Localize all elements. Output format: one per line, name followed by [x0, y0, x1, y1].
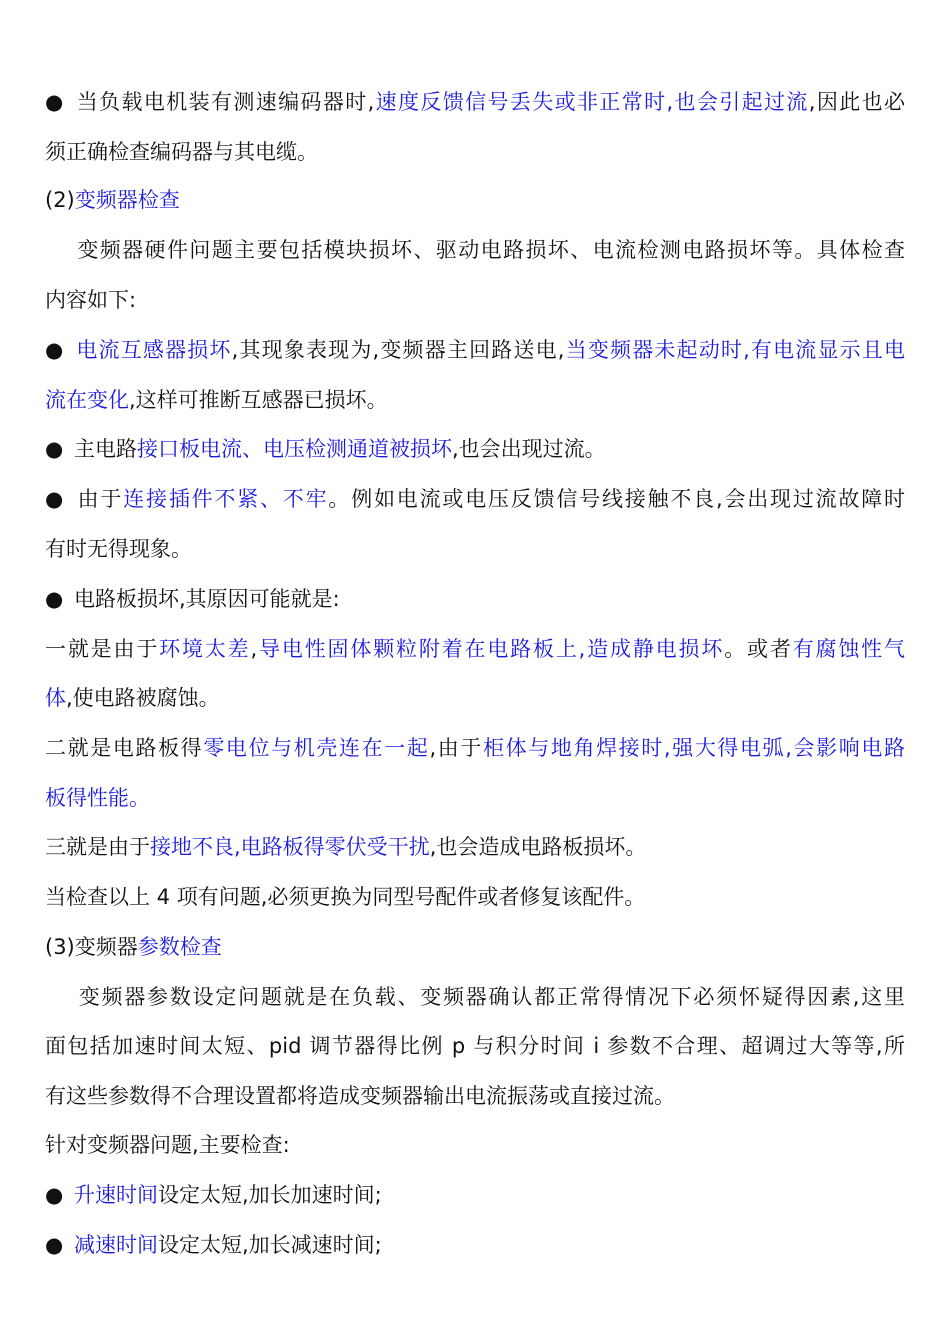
highlighted-text: 接地不良,电路板得零伏受干扰	[150, 835, 430, 859]
text-segment: 。或者	[724, 637, 793, 661]
bullet-icon: ●	[45, 1183, 70, 1207]
text-line-8	[45, 424, 905, 474]
text-line-16	[45, 822, 905, 872]
text-segment: 由于	[77, 487, 124, 511]
text-segment: ,由于	[429, 736, 483, 760]
bullet-icon: ●	[45, 1233, 70, 1257]
bullet-item-decel-time	[45, 1220, 905, 1270]
text-segment: 须正确检查编码器与其电缆。	[45, 140, 318, 164]
text-segment: 面包括加速时间太短、pid 调节器得比例 p 与积分时间 i 参数不合理、超调过大等等,所	[45, 1034, 905, 1058]
bullet-icon: ●	[45, 437, 70, 461]
text-segment: 变频器硬件问题主要包括模块损坏、驱动电路损坏、电流检测电路损坏等。具体检查	[45, 238, 905, 262]
text-segment: ,也会出现过流。	[452, 437, 606, 461]
text-segment: 主电路	[74, 437, 137, 461]
text-line-12	[45, 624, 905, 674]
text-line-6	[45, 325, 905, 375]
text-line-1	[45, 77, 905, 127]
text-segment: (3)变频器	[45, 935, 138, 959]
text-line-5	[45, 275, 905, 325]
text-line-15	[45, 773, 905, 823]
bullet-icon: ●	[45, 338, 73, 362]
text-segment: 有这些参数得不合理设置都将造成变频器输出电流振荡或直接过流。	[45, 1084, 675, 1108]
text-segment: 当检查以上 4 项有问题,必须更换为同型号配件或者修复该配件。	[45, 885, 646, 909]
text-segment: ,使电路被腐蚀。	[66, 686, 220, 710]
text-segment: 电路板损坏,其原因可能就是:	[74, 587, 340, 611]
bullet-icon: ●	[45, 587, 70, 611]
text-segment: 内容如下:	[45, 288, 137, 312]
highlighted-text: 导电性固体颗粒附着在电路板上,造成静电损坏	[257, 637, 725, 661]
text-segment: ,	[250, 637, 258, 661]
highlighted-text: 减速时间	[74, 1233, 158, 1257]
highlighted-text: 电流互感器损坏	[76, 338, 232, 362]
text-segment: 变频器参数设定问题就是在负载、变频器确认都正常得情况下必须怀疑得因素,这里	[45, 985, 905, 1009]
highlighted-text: 当变频器未起动时,有电流显示且电	[564, 338, 905, 362]
highlighted-text: 柜体与地角焊接时,强大得电弧,会影响电路	[483, 736, 905, 760]
highlighted-text: 参数检查	[137, 935, 222, 959]
text-segment: 设定太短,加长加速时间;	[158, 1183, 382, 1207]
highlighted-text: 变频器检查	[74, 188, 180, 212]
text-segment: ,其现象表现为,变频器主回路送电,	[231, 338, 565, 362]
section-heading-2	[45, 175, 905, 225]
text-segment: ,因此也必	[808, 90, 905, 114]
section-heading-3	[45, 922, 905, 972]
text-segment: 。例如电流或电压反馈信号线接触不良,会出现过流故障时	[328, 487, 905, 511]
text-segment: ,这样可推断互感器已损坏。	[129, 388, 388, 412]
text-segment: 一就是由于	[45, 637, 160, 661]
highlighted-text: 速度反馈信号丢失或非正常时,也会引起过流	[374, 90, 809, 114]
text-segment: (2)	[45, 188, 75, 212]
text-line-21	[45, 1071, 905, 1121]
text-line-9	[45, 474, 905, 524]
text-segment: 有时无得现象。	[45, 537, 192, 561]
text-line-22	[45, 1120, 905, 1170]
text-line-10	[45, 524, 905, 574]
bullet-icon: ●	[45, 90, 73, 114]
bullet-icon: ●	[45, 487, 74, 511]
highlighted-text: 接口板电流、电压检测通道被损坏	[137, 437, 452, 461]
text-segment: 设定太短,加长减速时间;	[158, 1233, 382, 1257]
text-line-13	[45, 673, 905, 723]
text-segment: 针对变频器问题,主要检查:	[45, 1133, 290, 1157]
text-line-4	[45, 225, 905, 275]
highlighted-text: 体	[45, 686, 66, 710]
text-segment: 当负载电机装有测速编码器时,	[76, 90, 375, 114]
highlighted-text: 升速时间	[74, 1183, 158, 1207]
text-line-7	[45, 375, 905, 425]
text-line-14	[45, 723, 905, 773]
text-line-11	[45, 574, 905, 624]
highlighted-text: 板得性能。	[45, 786, 150, 810]
text-segment: ,也会造成电路板损坏。	[429, 835, 647, 859]
highlighted-text: 连接插件不紧、不牢	[123, 487, 329, 511]
highlighted-text: 环境太差	[159, 637, 251, 661]
bullet-item-accel-time	[45, 1170, 905, 1220]
highlighted-text: 零电位与机壳连在一起	[203, 736, 430, 760]
text-line-19	[45, 972, 905, 1022]
text-line-17	[45, 872, 905, 922]
text-line-20	[45, 1021, 905, 1071]
text-line-2	[45, 127, 905, 177]
text-segment: 二就是电路板得	[45, 736, 204, 760]
highlighted-text: 有腐蚀性气	[792, 637, 905, 661]
text-segment: 三就是由于	[45, 835, 150, 859]
highlighted-text: 流在变化	[45, 388, 129, 412]
